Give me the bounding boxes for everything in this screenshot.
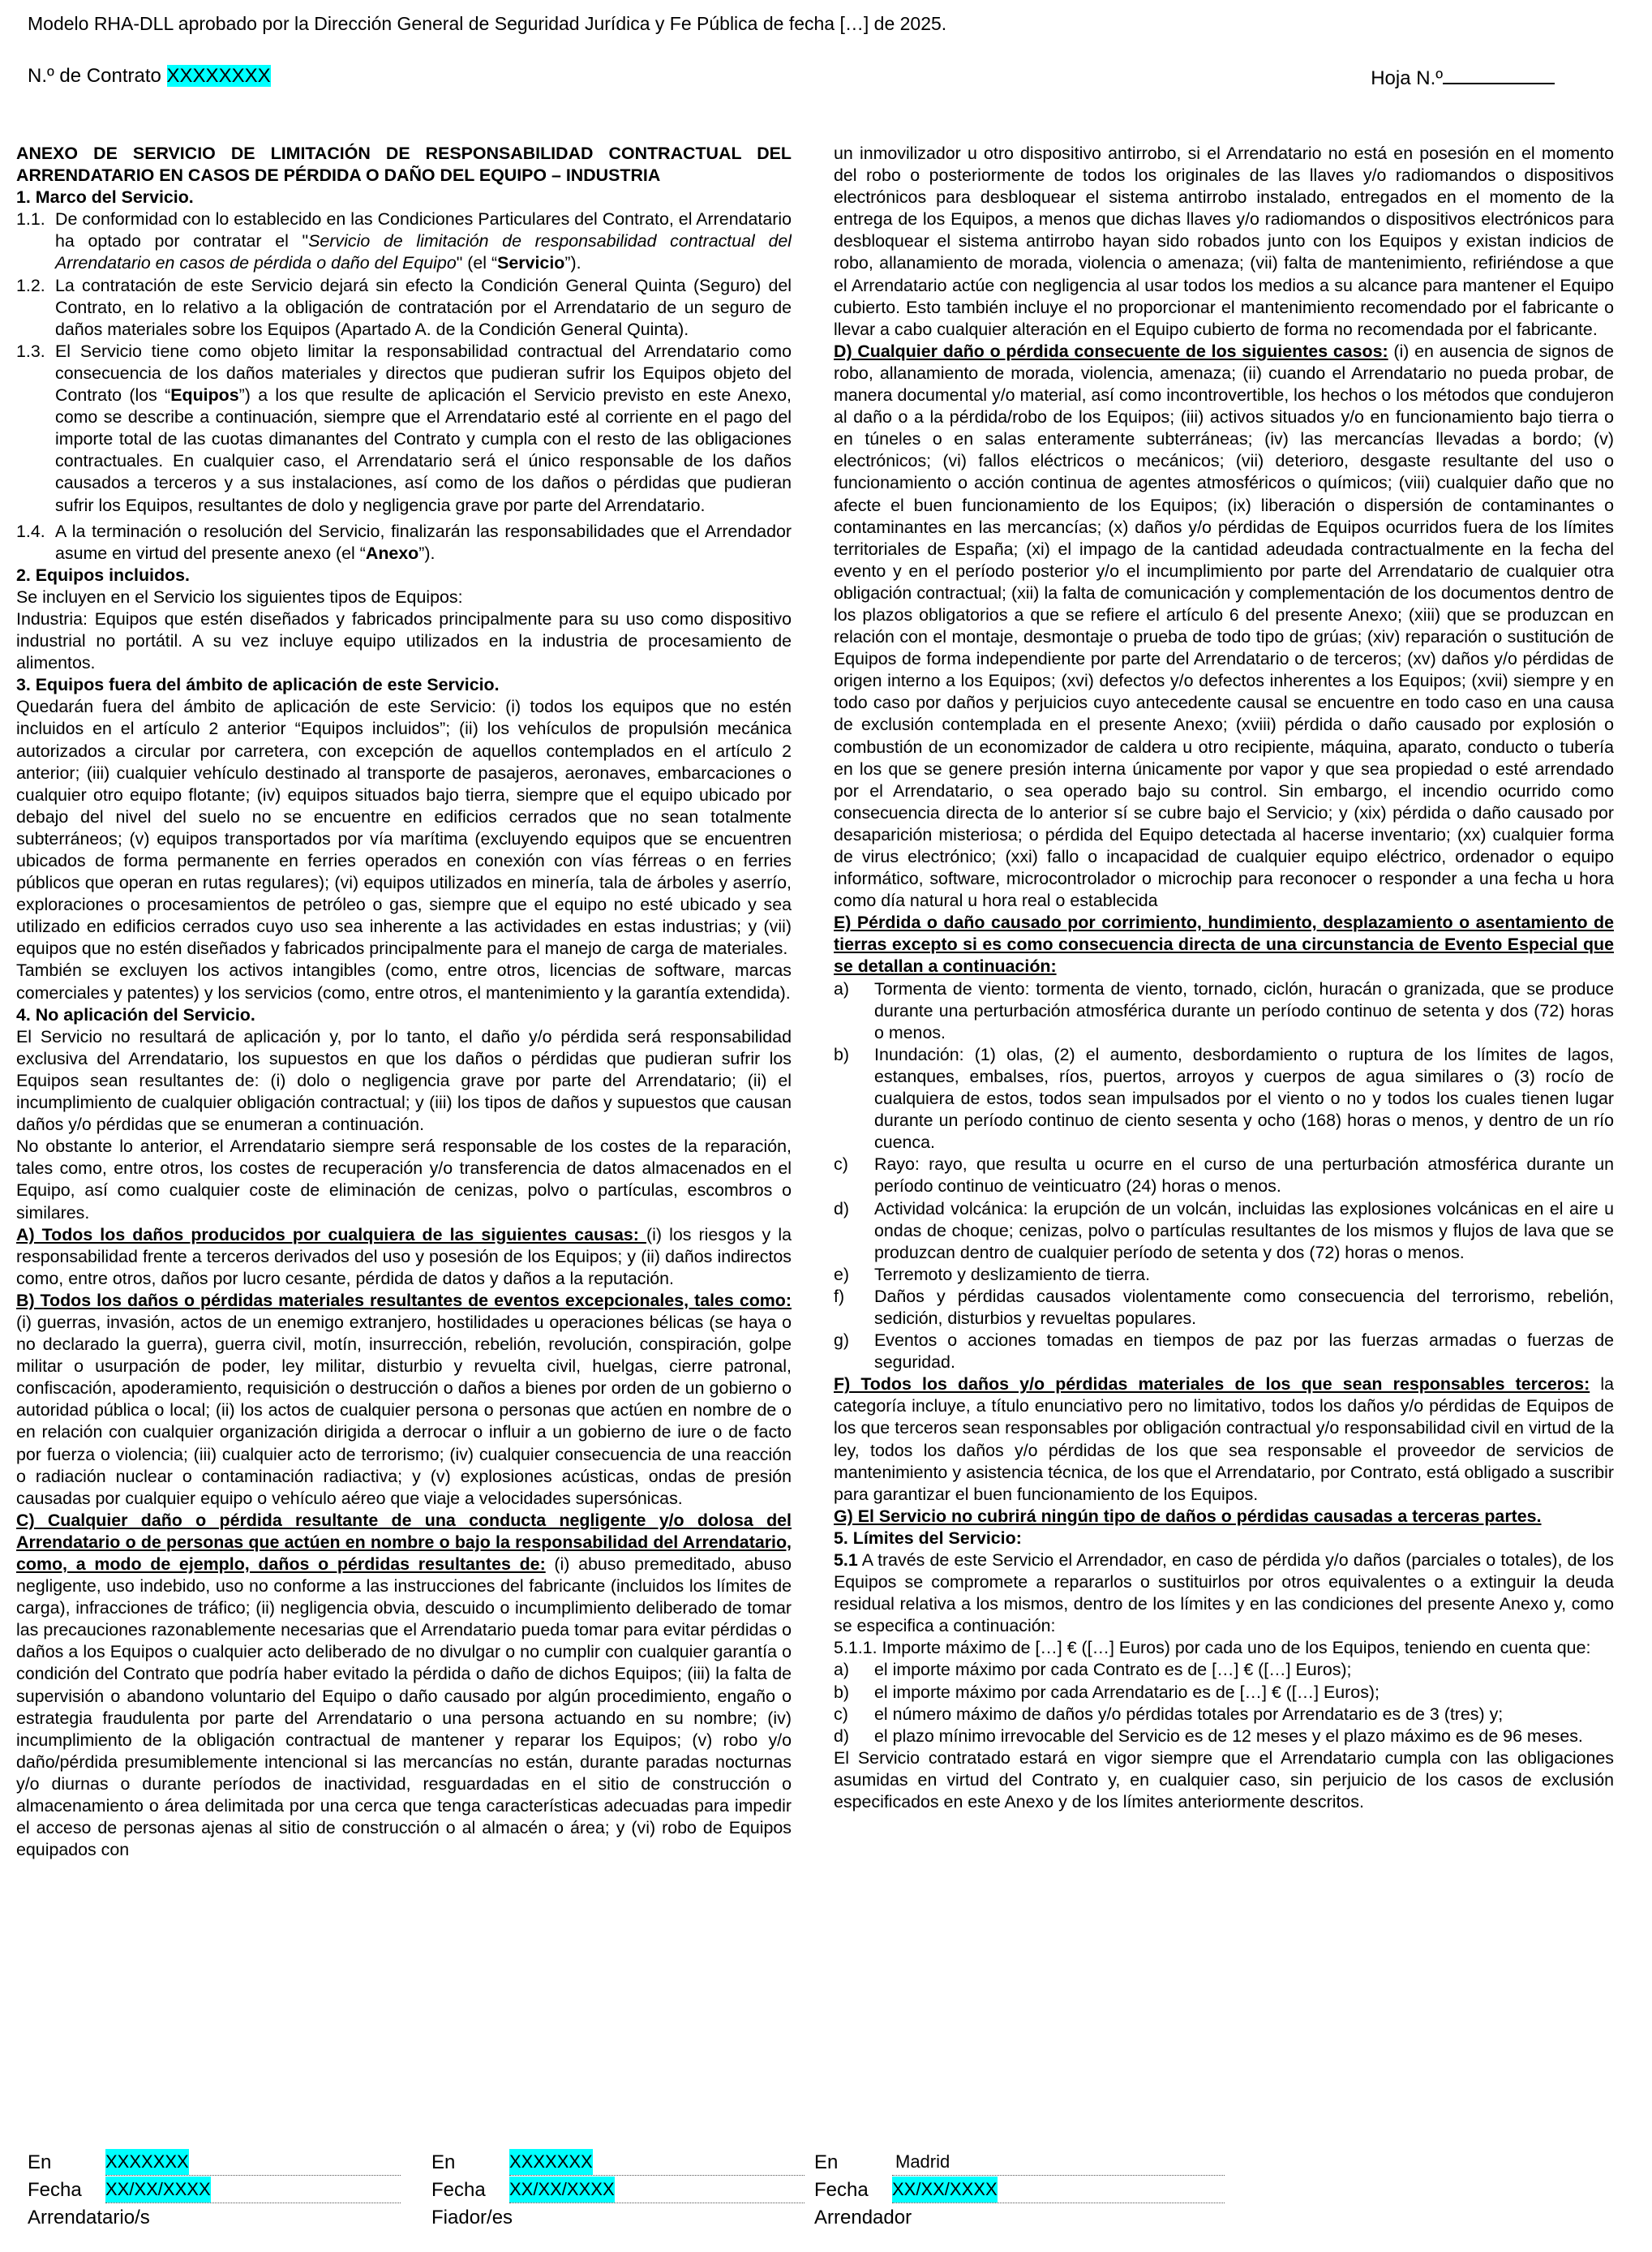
case-c-continued: un inmovilizador u otro dispositivo antirrobo, si el Arrendatario no está en posesión en el momento del robo o posteriormente de todos los originales de las llaves y/o radiomandos o dispositivos electrónicos para desbloquear el sistema antirrobo instalado, entregados en el momento de la entrega de los Equipos, a menos que dichas llaves y/o radiomandos o dispositivos electrónicos para desbloquear el sistema antirrobo hayan sido robados junto con los Equipos y existan indicios de robo, allanamiento de morada, violencia o amenaza; (vii) falta de mantenimiento, refiriéndose a que el Arrendatario actúe con negligencia al usar todos los medios a su alcance para mantener el Equipo cubierto. Esto también incluye el no proporcionar el mantenimiento recomendado por el fabricante o llevar a cabo cualquier alteración en el Equipo cubierto de forma no recomendada por el fabricante. — [834, 144, 1614, 339]
fecha-value[interactable]: XX/XX/XXXX — [892, 2177, 998, 2203]
en-label: En — [28, 2151, 52, 2173]
clause-text: De conformidad con lo establecido en las Condiciones Particulares del Contrato, el Arrendatario ha optado por contratar el "Servicio de limitación de responsabilidad contractual del Arrendatario en casos de pérdida o daño del Equipo" (el “Servicio”). — [55, 209, 792, 273]
case-c: C) Cualquier daño o pérdida resultante de una conducta negligente y/o dolosa del Arrendatario o de personas que actúen en nombre o bajo la responsabilidad del Arrendatario, como, a modo de ejemplo, daños o pérdidas resultantes de: (i) abuso premeditado, abuso negligente, uso indebido, uso no conforme a las instrucciones del fabricante (incluidos los límites de carga), infracciones de tráfico; (ii) negligencia obvia, descuido o incumplimiento deliberado de tomar las precauciones razonablemente necesarias que el Arrendatario pueda tomar para evitar pérdidas o daños a los Equipos o cualquier acto deliberado de no divulgar o no cumplir con cualquier garantía o condición del Contrato que podría haber evitado la pérdida o daño de dichos Equipos; (iii) la falta de supervisión o abandono voluntario del Equipo o daño causado por algún procedimiento, engaño o estrategia fraudulenta por parte del Arrendatario o una persona actuando en su nombre; (iv) incumplimiento de la obligación contractual de mantener y reparar los Equipos; (v) robo y/o daño/pérdida presumiblemente intencional si las mercancías no están, durante paradas nocturnas y/o diurnas o durante períodos de inactividad, resguardadas en el sitio de construcción o almacenamiento o área delimitada por una cerca que tenga características adecuadas para impedir el acceso de personas ajenas al sitio de construcción o al almacén o área; y (vi) robo de Equipos equipados con — [16, 1510, 792, 1860]
role-label: Arrendatario/s — [28, 2207, 150, 2228]
case-e-item-a: a) Tormenta de viento: tormenta de viento, tornado, ciclón, huracán o granizada, que se produce durante una perturbación atmosférica durante un período continuo de setenta y dos (72) horas o menos. — [834, 978, 1614, 1042]
signature-block-fiador — [431, 2148, 805, 2231]
limit-item-d: d) el plazo mínimo irrevocable del Servicio es de 12 meses y el plazo máximo es de 96 meses. — [834, 1726, 1583, 1746]
clause-number: 1.2. — [16, 275, 45, 295]
clause-5-1: 5.1 A través de este Servicio el Arrendador, en caso de pérdida y/o daños (parciales o totales), de los Equipos se compromete a repararlos o sustituirlos por otros equivalentes o a extinguir la deuda residual relativa a los mismos, dentro de los límites y en las condiciones del presente Anexo y, como se especifica a continuación: — [834, 1550, 1614, 1636]
role-label: Arrendador — [814, 2207, 912, 2228]
left-column — [16, 143, 792, 2150]
case-e-item-b: b) Inundación: (1) olas, (2) el aumento, desbordamiento o ruptura de los límites de lagos, estanques, embalses, ríos, puertos, arroyos y cuerpos de agua similares o (3) rocío de cualquiera de estos, todos sean impulsados por el viento o no y todos los cuales tienen lugar durante un período continuo de ciento sesenta y ocho (168) horas o menos, y dentro de un río cuenca. — [834, 1044, 1614, 1153]
limit-item-c: c) el número máximo de daños y/o pérdidas totales por Arrendatario es de 3 (tres) y; — [834, 1704, 1504, 1724]
en-value[interactable]: XXXXXXX — [509, 2149, 593, 2175]
clause-1-3 — [16, 341, 792, 517]
case-g: G) El Servicio no cubrirá ningún tipo de daños o pérdidas causadas a terceras partes. — [834, 1506, 1542, 1526]
section-1-heading: 1. Marco del Servicio. — [16, 187, 194, 208]
contract-value: XXXXXXXX — [166, 65, 271, 87]
limit-item-b: b) el importe máximo por cada Arrendatario es de […] € ([…] Euros); — [834, 1682, 1380, 1702]
clause-5-1-1: 5.1.1. Importe máximo de […] € ([…] Euros) por cada uno de los Equipos, teniendo en cuenta que: — [834, 1638, 1591, 1658]
right-column — [834, 143, 1614, 2150]
case-e-item-f: f) Daños y pérdidas causados violentamente como consecuencia del terrorismo, rebelión, sedición, disturbios y revueltas populares. — [834, 1286, 1614, 1328]
clause-1-4 — [16, 521, 792, 565]
case-e-item-e: e) Terremoto y deslizamiento de tierra. — [834, 1264, 1151, 1284]
clause-text: La contratación de este Servicio dejará sin efecto la Condición General Quinta (Seguro) del Contrato, en lo relativo a la obligación de contratación por el Arrendatario de un seguro de daños materiales sobre los Equipos (Apartado A. de la Condición General Quinta). — [55, 275, 792, 339]
section-2-intro: Se incluyen en el Servicio los siguientes tipos de Equipos: — [16, 587, 463, 607]
en-value[interactable]: XXXXXXX — [105, 2149, 189, 2175]
section-2-heading: 2. Equipos incluidos. — [16, 565, 190, 585]
section-3-intangibles: También se excluyen los activos intangibles (como, entre otros, licencias de software, marcas comerciales y patentes) y los servicios (como, entre otros, el mantenimiento y la garantía extendida). — [16, 961, 792, 1003]
sheet-number — [1371, 65, 1555, 90]
sheet-label: Hoja N.º — [1371, 67, 1443, 89]
fecha-label: Fecha — [28, 2179, 82, 2201]
clause-number: 1.1. — [16, 209, 45, 230]
section-5-heading: 5. Límites del Servicio: — [834, 1528, 1022, 1548]
case-e-heading: E) Pérdida o daño causado por corrimiento, hundimiento, desplazamiento o asentamiento de tierras excepto si es como consecuencia directa de una circunstancia de Evento Especial que se detallan a continuación: — [834, 913, 1614, 977]
fecha-value[interactable]: XX/XX/XXXX — [509, 2177, 615, 2203]
section-2-industry: Industria: Equipos que estén diseñados y fabricados principalmente para su uso como dispositivo industrial no portátil. A su vez incluye equipo utilizados en la industria de procesamiento de alimentos. — [16, 608, 792, 673]
case-e-item-d: d) Actividad volcánica: la erupción de un volcán, incluidas las explosiones volcánicas en el aire u ondas de choque; cenizas, polvo o partículas resultantes de los mismos y flujos de lava que se produzcan dentro de cualquier período de setenta y dos (72) horas o menos. — [834, 1198, 1614, 1262]
en-label: En — [814, 2151, 839, 2173]
fecha-label: Fecha — [431, 2179, 486, 2201]
role-label: Fiador/es — [431, 2207, 513, 2228]
contract-number — [28, 65, 271, 88]
section-5-final: El Servicio contratado estará en vigor siempre que el Arrendatario cumpla con las obligaciones asumidas en virtud del Contrato y, en cualquier caso, sin perjuicio de los casos de exclusión especificados en este Anexo y de los límites anteriormente descritos. — [834, 1747, 1614, 1812]
signature-block-arrendador — [814, 2148, 1225, 2231]
section-3-heading: 3. Equipos fuera del ámbito de aplicación de este Servicio. — [16, 675, 500, 695]
case-b: B) Todos los daños o pérdidas materiales resultantes de eventos excepcionales, tales como: (i) guerras, invasión, actos de un enemigo extranjero, hostilidades u operaciones bélicas (se haya o no declarado la guerra), guerra civil, motín, insurrección, rebelión, revolución, conspiración, golpe militar o usurpación de poder, ley militar, disturbio y revuelta civil, huelgas, cierre patronal, confiscación, apoderamiento, requisición o destrucción o daños a bienes por orden de un gobierno o autoridad pública o local; (ii) los actos de cualquier persona o personas que actúen en nombre de o en relación con cualquier organización dirigida a derrocar o influir a un gobierno de iure o de facto por fuerza o violencia; (iii) cualquier acto de terrorismo; (iv) cualquier consecuencia de una reacción o radiación nuclear o contaminación radiactiva; y (v) explosiones acústicas, ondas de presión causadas por cualquier equipo o vehículo aéreo que viaje a velocidades supersónicas. — [16, 1290, 792, 1508]
case-a: A) Todos los daños producidos por cualquiera de las siguientes causas: (i) los riesgos y la responsabilidad frente a terceros derivados del uso y posesión de los Equipos; y (ii) daños indirectos como, entre otros, daños por lucro cesante, pérdida de datos y daños a la reputación. — [16, 1224, 792, 1288]
case-e-item-c: c) Rayo: rayo, que resulta u ocurre en el curso de una perturbación atmosférica durante un período continuo de veinticuatro (24) horas o menos. — [834, 1154, 1614, 1197]
clause-number: 1.4. — [16, 521, 45, 541]
case-d: D) Cualquier daño o pérdida consecuente de los siguientes casos: (i) en ausencia de signos de robo, allanamiento de morada, violencia, amenaza; (ii) cuando el Arrendatario no pueda probar, de manera documental y/o material, así como incontrovertible, los hechos o los métodos que condujeron al daño o a la pérdida/robo de los Equipos; (iii) activos situados y/o en funcionamiento bajo tierra o en túneles o en salas enteramente subterráneas; (iv) las mercancías llevadas a bordo; (v) electrónicos; (vi) fallos eléctricos o mecánicos; (vii) deterioro, desgaste resultante del uso o funcionamiento o acción continua de agentes atmosféricos o químicos; (viii) cualquier daño que no afecte el buen funcionamiento de los Equipos; (ix) liberación o dispersión de contaminantes o contaminantes en las mercancías; (x) daños y/o pérdidas de Equipos ocurridos fuera de los límites territoriales de España; (xi) el impago de la cantidad adeudada contractualmente en la fecha del evento y en el período posterior y/o el incumplimiento por parte del Arrendatario de cualquier otra obligación contractual; (xii) la falta de comunicación y complementación de los documentos dentro de los plazos obligatorios a que se refiere el artículo 6 del presente Anexo; (xiii) que se produzcan en relación con el montaje, desmontaje o prueba de todo tipo de grúas; (xiv) reparación o sustitución de Equipos de forma independiente por parte del Arrendatario o de terceros; (xv) daños y/o pérdidas de origen interno a los Equipos; (xvi) defectos y/o defectos inherentes a los Equipos; (xvii) siempre y en todo caso por daños y perjuicios cuyo antecedente causal se encuentre en todo caso en una causa de exclusión contemplada en el presente Anexo; (xviii) pérdida o daño causado por explosión o combustión de un economizador de caldera u otro recipiente, máquina, aparato, conducto o tubería en los que se genere presión interna únicamente por vapor y que sea propiedad o esté arrendado por el Arrendatario, o sea operado bajo su control. Sin embargo, el incendio ocurrido como consecuencia directa de lo anterior sí se cubre bajo el Servicio; y (xix) pérdida o daño causado por desaparición misteriosa; o pérdida del Equipo detectada al hacerse inventario; (xx) cualquier forma de virus electrónico; (xxi) fallo o incapacidad de cualquier equipo eléctrico, ordenador o equipo informático, software, microcontrolador o microchip para reconocer o responder a una fecha u hora como día natural u hora real o establecida — [834, 341, 1614, 911]
clause-1-2 — [16, 275, 792, 341]
fecha-label: Fecha — [814, 2179, 869, 2201]
clause-1-1 — [16, 208, 792, 274]
en-value[interactable]: Madrid — [895, 2151, 950, 2172]
annex-title: ANEXO DE SERVICIO DE LIMITACIÓN DE RESPONSABILIDAD CONTRACTUAL DEL ARRENDATARIO EN CASOS DE PÉRDIDA O DAÑO DEL EQUIPO – INDUSTRIA — [16, 144, 792, 186]
clause-text: El Servicio tiene como objeto limitar la responsabilidad contractual del Arrendatario como consecuencia de los daños materiales y directos que pudieran sufrir los Equipos objeto del Contrato (los “Equipos”) a los que resulte de aplicación el Servicio previsto en este Anexo, como se describe a continuación, siempre que el Arrendatario esté al corriente en el pago del importe total de las cuotas dimanantes del Contrato y cumpla con el resto de las obligaciones contractuales. En cualquier caso, el Arrendatario será el único responsable de los daños causados a terceros y a sus instalaciones, así como de los daños o pérdidas que pudieran sufrir los Equipos, resultantes de dolo y negligencia grave por parte del Arrendatario. — [55, 341, 792, 515]
section-4-costs: No obstante lo anterior, el Arrendatario siempre será responsable de los costes de la reparación, tales como, entre otros, los costes de recuperación y/o transferencia de datos almacenados en el Equipo, así como cualquier coste de eliminación de cenizas, polvo o partículas, escombros o similares. — [16, 1137, 792, 1223]
case-e-item-g: g) Eventos o acciones tomadas en tiempos de paz por las fuerzas armadas o fuerzas de seguridad. — [834, 1330, 1614, 1373]
clause-text: A la terminación o resolución del Servicio, finalizarán las responsabilidades que el Arrendador asume en virtud del presente anexo (el “Anexo”). — [55, 521, 792, 563]
contract-label: N.º de Contrato — [28, 65, 161, 87]
section-3-exclusions: Quedarán fuera del ámbito de aplicación de este Servicio: (i) todos los equipos que no estén incluidos en el artículo 2 anterior “Equipos incluidos”; (ii) los vehículos de propulsión mecánica autorizados a circular por carretera, con excepción de aquellos contemplados en el artículo 2 anterior; (iii) cualquier vehículo destinado al transporte de pasajeros, aeronaves, embarcaciones o cualquier otro equipo flotante; (iv) equipos situados bajo tierra, siempre que el equipo ubicado por debajo del nivel del suelo no se encuentre en edificios cerrados que no sean totalmente subterráneos; (v) equipos transportados por vía marítima (excluyendo equipos que se encuentren ubicados de forma permanente en ferries operados en conexión con vías férreas o en ferries públicos que operan en rutas regulares); (vi) equipos utilizados en minería, tala de árboles y aserrío, exploraciones o procesamientos de petróleo o gas, siempre que el equipo no esté ubicado y sea utilizado en edificios cerrados cuyo uso sea inherente a las actividades en estas industrias; y (vii) equipos que no estén diseñados y fabricados principalmente para el manejo de carga de materiales. — [16, 697, 792, 959]
en-label: En — [431, 2151, 456, 2173]
signature-block-arrendatario — [28, 2148, 401, 2231]
model-line: Modelo RHA-DLL aprobado por la Dirección General de Seguridad Jurídica y Fe Pública de fecha […] de 2025. — [28, 13, 947, 34]
section-4-heading: 4. No aplicación del Servicio. — [16, 1004, 255, 1025]
clause-number: 1.3. — [16, 341, 45, 361]
sheet-blank — [1443, 65, 1555, 84]
fecha-value[interactable]: XX/XX/XXXX — [105, 2177, 211, 2203]
limit-item-a: a) el importe máximo por cada Contrato es de […] € ([…] Euros); — [834, 1660, 1352, 1680]
case-f: F) Todos los daños y/o pérdidas materiales de los que sean responsables terceros: la categoría incluye, a título enunciativo pero no limitativo, todos los daños y/o pérdidas de Equipos de los que terceros sean responsables por obligación contractual y/o responsabilidad civil en virtud de la ley, todos los daños y/o pérdidas de los que sea responsable el proveedor de servicios de mantenimiento y asistencia técnica, de los que el Arrendatario, por Contrato, está obligado a suscribir para garantizar el buen funcionamiento de los Equipos. — [834, 1374, 1614, 1504]
section-4-intro: El Servicio no resultará de aplicación y, por lo tanto, el daño y/o pérdida será responsabilidad exclusiva del Arrendatario, los supuestos en que los daños o pérdidas que pudieran sufrir los Equipos sean resultantes de: (i) dolo o negligencia grave por parte del Arrendatario; (ii) el incumplimiento de cualquier obligación contractual; y (iii) los tipos de daños y supuestos que causan daños y/o pérdidas que se enumeran a continuación. — [16, 1026, 792, 1135]
